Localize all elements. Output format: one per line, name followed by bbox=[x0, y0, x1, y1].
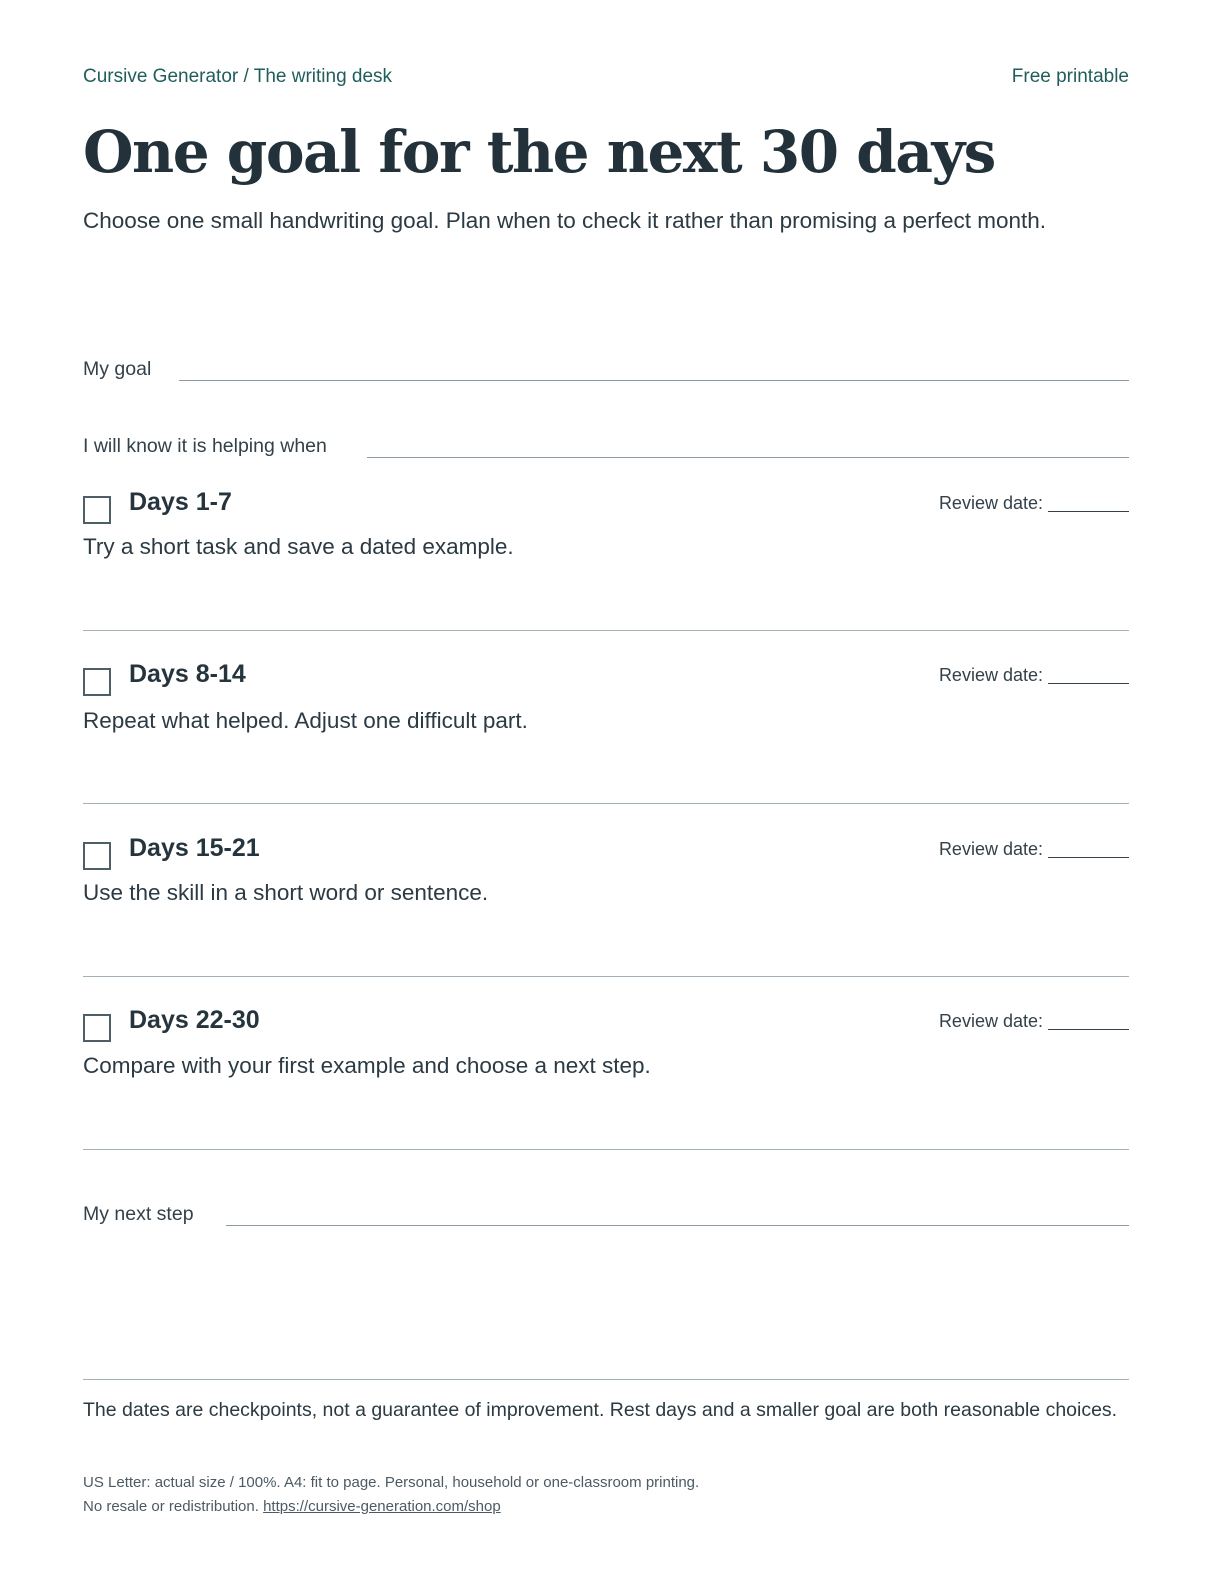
page-subtitle: Choose one small handwriting goal. Plan when to check it rather than promising a perfect month. bbox=[83, 208, 1047, 233]
checkbox[interactable] bbox=[83, 496, 111, 524]
checkbox[interactable] bbox=[83, 1014, 111, 1042]
footer-note: The dates are checkpoints, not a guarantee of improvement. Rest days and a smaller goal are both reasonable choices. bbox=[83, 1399, 1118, 1421]
shop-link[interactable]: https://cursive-generation.com/shop bbox=[263, 1498, 501, 1515]
free-printable-label: Free printable bbox=[1011, 66, 1129, 87]
checkbox[interactable] bbox=[83, 668, 111, 696]
review-date-label: Review date: bbox=[938, 839, 1043, 859]
review-date-label: Review date: bbox=[938, 493, 1043, 513]
top-bar bbox=[83, 66, 1129, 92]
license-text: No resale or redistribution. bbox=[83, 1498, 259, 1515]
checkbox[interactable] bbox=[83, 842, 111, 870]
review-date[interactable] bbox=[939, 665, 1129, 686]
review-date-line[interactable] bbox=[1048, 510, 1129, 512]
goal-label: My goal bbox=[83, 358, 152, 380]
worksheet-page bbox=[83, 0, 1129, 1584]
section-divider bbox=[83, 803, 1129, 804]
review-date[interactable] bbox=[939, 493, 1129, 514]
section-divider bbox=[83, 976, 1129, 977]
helping-write-line[interactable] bbox=[367, 457, 1129, 458]
section-days-label: Days 15-21 bbox=[129, 834, 260, 862]
next-step-write-line[interactable] bbox=[226, 1225, 1129, 1226]
section-days-label: Days 22-30 bbox=[129, 1006, 260, 1034]
footer-divider bbox=[83, 1379, 1129, 1380]
review-date[interactable] bbox=[939, 839, 1129, 860]
section-description: Compare with your first example and choose a next step. bbox=[83, 1053, 651, 1078]
page-title: One goal for the next 30 days bbox=[83, 118, 995, 186]
review-date[interactable] bbox=[939, 1011, 1129, 1032]
section-divider bbox=[83, 630, 1129, 631]
section-description: Repeat what helped. Adjust one difficult part. bbox=[83, 708, 528, 733]
breadcrumb[interactable]: Cursive Generator / The writing desk bbox=[83, 66, 393, 87]
print-instructions: US Letter: actual size / 100%. A4: fit to page. Personal, household or one-classroom printing. bbox=[83, 1474, 700, 1491]
goal-write-line[interactable] bbox=[179, 380, 1129, 381]
helping-label: I will know it is helping when bbox=[83, 435, 327, 457]
review-date-line[interactable] bbox=[1048, 856, 1129, 858]
next-step-label: My next step bbox=[83, 1203, 194, 1225]
review-date-line[interactable] bbox=[1048, 1028, 1129, 1030]
section-description: Try a short task and save a dated example. bbox=[83, 534, 514, 559]
review-date-label: Review date: bbox=[938, 1011, 1043, 1031]
goal-field[interactable] bbox=[83, 351, 1129, 381]
section-days-label: Days 8-14 bbox=[129, 660, 246, 688]
helping-field[interactable] bbox=[83, 428, 1129, 458]
review-date-label: Review date: bbox=[938, 665, 1043, 685]
section-description: Use the skill in a short word or sentence. bbox=[83, 880, 489, 905]
license-line bbox=[83, 1495, 1129, 1519]
next-step-field[interactable] bbox=[83, 1196, 1129, 1226]
review-date-line[interactable] bbox=[1048, 682, 1129, 684]
footer-fine-print bbox=[83, 1471, 1129, 1519]
section-days-label: Days 1-7 bbox=[129, 488, 232, 516]
section-divider bbox=[83, 1149, 1129, 1150]
